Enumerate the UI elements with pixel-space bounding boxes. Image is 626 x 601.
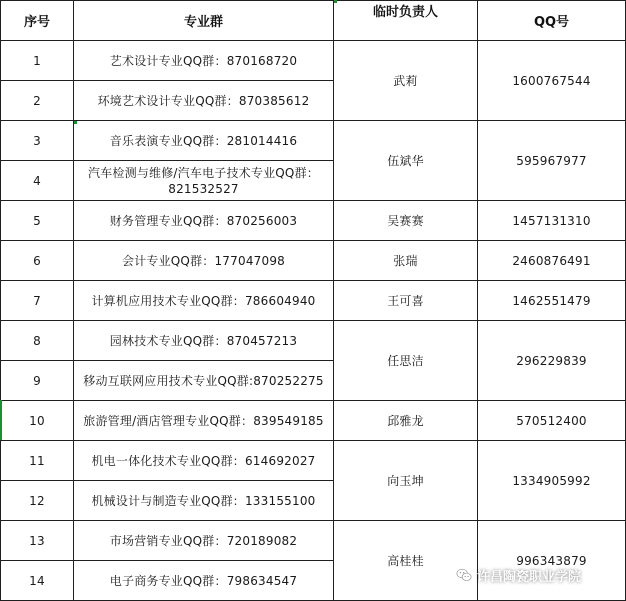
table-row — [1, 41, 626, 81]
row-index: 2 — [1, 81, 74, 121]
row-person: 张瑞 — [334, 241, 478, 281]
row-qq: 1457131310 — [478, 201, 626, 241]
table-row — [1, 281, 626, 321]
row-index: 12 — [1, 481, 74, 521]
watermark-text: 许昌陶瓷职业学院 — [477, 569, 582, 585]
row-group: 机电一体化技术专业QQ群：614692027 — [74, 441, 334, 481]
row-person: 伍斌华 — [334, 121, 478, 201]
row-index: 11 — [1, 441, 74, 481]
row-index: 6 — [1, 241, 74, 281]
row-group: 会计专业QQ群：177047098 — [74, 241, 334, 281]
row-index: 1 — [1, 41, 74, 81]
row-person: 向玉坤 — [334, 441, 478, 521]
cell-marker — [334, 0, 337, 3]
row-qq: 1600767544 — [478, 41, 626, 121]
cell-marker — [0, 400, 2, 440]
row-index: 13 — [1, 521, 74, 561]
row-qq: 570512400 — [478, 401, 626, 441]
row-person: 邱雅龙 — [334, 401, 478, 441]
row-group: 艺术设计专业QQ群：870168720 — [74, 41, 334, 81]
row-group: 移动互联网应用技术专业QQ群:870252275 — [74, 361, 334, 401]
row-qq: 996343879 — [478, 521, 626, 601]
table-row — [1, 241, 626, 281]
table-row — [1, 401, 626, 441]
row-qq: 595967977 — [478, 121, 626, 201]
row-person: 吴赛赛 — [334, 201, 478, 241]
table-row — [1, 201, 626, 241]
row-person: 武莉 — [334, 41, 478, 121]
header-qq: QQ号 — [478, 1, 626, 41]
table-row — [1, 321, 626, 361]
row-person: 王可喜 — [334, 281, 478, 321]
row-group: 财务管理专业QQ群：870256003 — [74, 201, 334, 241]
table-row — [1, 521, 626, 561]
header-row — [1, 1, 626, 41]
row-index: 7 — [1, 281, 74, 321]
row-group: 机械设计与制造专业QQ群：133155100 — [74, 481, 334, 521]
row-qq: 1334905992 — [478, 441, 626, 521]
row-group: 市场营销专业QQ群：720189082 — [74, 521, 334, 561]
row-index: 10 — [1, 401, 74, 441]
header-person: 临时负责人 — [334, 1, 478, 41]
row-qq: 1462551479 — [478, 281, 626, 321]
wechat-icon — [455, 566, 473, 584]
cell-marker — [74, 121, 77, 124]
row-index: 8 — [1, 321, 74, 361]
row-group: 园林技术专业QQ群：870457213 — [74, 321, 334, 361]
row-index: 3 — [1, 121, 74, 161]
row-person: 任思洁 — [334, 321, 478, 401]
row-index: 4 — [1, 161, 74, 201]
row-index: 5 — [1, 201, 74, 241]
row-index: 9 — [1, 361, 74, 401]
row-group: 计算机应用技术专业QQ群：786604940 — [74, 281, 334, 321]
row-group: 电子商务专业QQ群：798634547 — [74, 561, 334, 601]
row-group: 汽车检测与维修/汽车电子技术专业QQ群：821532527 — [74, 161, 334, 201]
row-person: 高桂桂 — [334, 521, 478, 601]
row-group: 环境艺术设计专业QQ群：870385612 — [74, 81, 334, 121]
row-index: 14 — [1, 561, 74, 601]
row-qq: 296229839 — [478, 321, 626, 401]
table-row — [1, 441, 626, 481]
table-row — [1, 121, 626, 161]
header-index: 序号 — [1, 1, 74, 41]
row-group: 旅游管理/酒店管理专业QQ群：839549185 — [74, 401, 334, 441]
row-group: 音乐表演专业QQ群：281014416 — [74, 121, 334, 161]
row-qq: 2460876491 — [478, 241, 626, 281]
header-group: 专业群 — [74, 1, 334, 41]
watermark — [455, 564, 625, 586]
